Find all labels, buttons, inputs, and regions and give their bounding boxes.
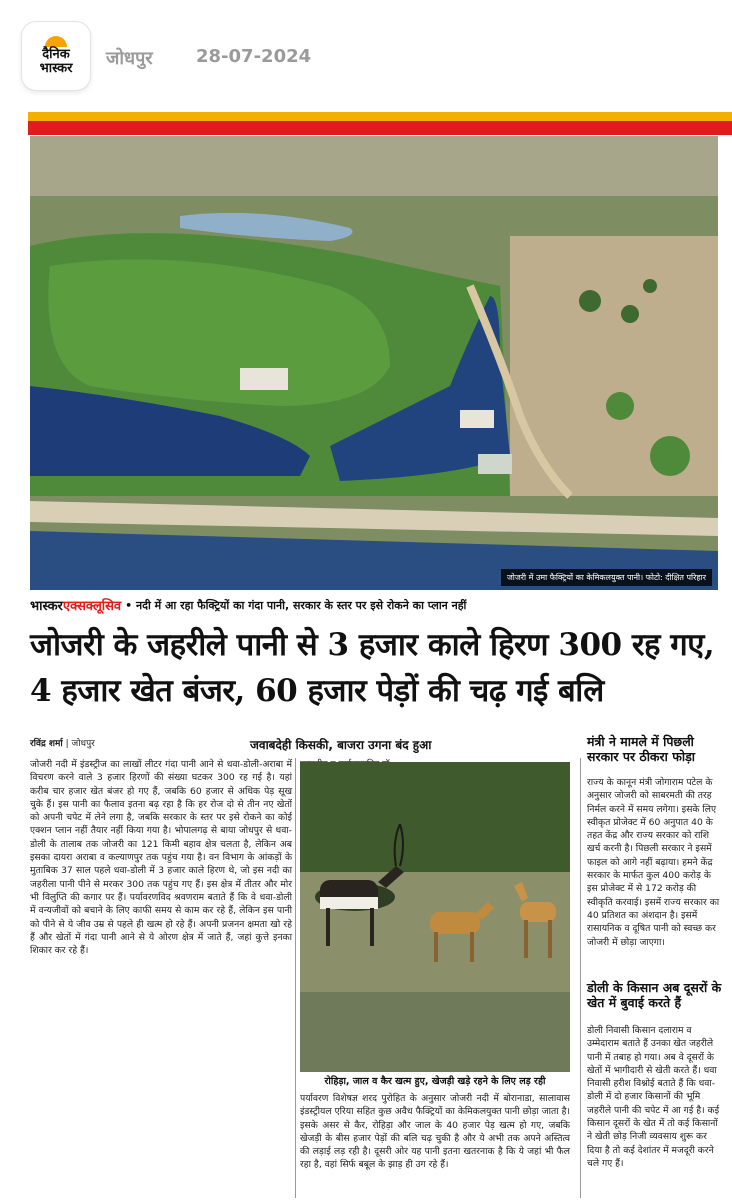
app-header (0, 0, 732, 112)
story-strap (30, 594, 718, 616)
column-divider (295, 758, 296, 1198)
deer-photo-caption: रोहिड़ा, जाल व कैर खत्म हुए, खेजड़ी खड़े रहने के लिए लड़ रही (324, 1076, 546, 1087)
column-1-text: जोजरी नदी में इंडस्ट्रीज का लाखों लीटर गंदा पानी आने से धवा-डोली-अराबा में विचरण करने वाले 3 हजार हिरणों की संख्या घटकर 300 रह गई है। यहां करीब चार हजार खेत बंजर हो गए हैं, जबकि 60 हजार से अधिक पेड़ सूख चुके हैं। इस पानी का फैलाव इतना बढ़ रहा है कि हर रोज दो से तीन नए खेतों को अपनी चपेट में लेने लगा है, जबकि सरकार के स्तर पर इसे रोकने का कोई एक्शन प्लान नहीं तैयार नहीं किया गया है। भोपालगढ़ से बाया जोधपुर से धवा-डोली के तालाब तक जोजरी का 121 किमी बहाव क्षेत्र चलता है, लेकिन अब इसका दायरा अराबा व कल्याणपुर तक पहुंच गया है। वन विभाग के आंकड़ों के मुताबिक 37 साल पहले धवा-डोली में 3 हजार काले हिरण थे, जो इस नदी का जहरीला पानी पीने से मरकर 300 तक पहुंच गए हैं। इस क्षेत्र में तीतर और मोर भी विलुप्ति की कगार पर हैं। पर्यावरणविद श्रवणराम बताते हैं कि वे धवा-डोली में वन्यजीवों को बचाने के लिए काफी समय से काम कर रहे हैं, लेकिन इस पानी को पीने से ये जीव उम्र से पहले ही खत्म हो रहे हैं। अपनी प्रजनन क्षमता खो रहे हैं और खेतों में गंदा पानी आने से ये ओरण क्षेत्र में जाते हैं, जहां कुत्ते इनका शिकार कर रहे हैं। (30, 759, 292, 957)
sun-icon (45, 36, 67, 47)
logo-line-1: दैनिक (42, 47, 70, 62)
edition-city[interactable]: जोधपुर (106, 48, 153, 69)
byline-place: | जोधपुर (62, 739, 95, 749)
minister-subheading: मंत्री ने मामले में पिछली सरकार पर ठीकरा फोड़ा (587, 734, 696, 764)
strap-brand: भास्कर (30, 599, 63, 614)
column-divider-right (580, 758, 581, 1198)
edition-date[interactable]: 28-07-2024 (196, 46, 312, 67)
brand-band-yellow (28, 112, 732, 121)
aerial-river-photo (30, 136, 718, 590)
minister-paragraph: राज्य के कानून मंत्री जोगाराम पटेल के अनुसार जोजरी को साबरमती की तरह निर्मल करने में समय लगेगा। इसके लिए स्वीकृत प्रोजेक्ट में 60 अनुपात 40 के तहत केंद्र और राज्य सरकार को राशि खर्च करनी है। पिछली सरकार ने इसमें फाइल को आगे नहीं बढ़ाया। हमने केंद्र सरकार के मार्फत कुल 400 करोड़ के इस प्रोजेक्ट में से 172 करोड़ की स्वीकृति करवाई। इसमें राज्य सरकार का 40 प्रतिशत का अंशदान है। इसमें रासायनिक व दूषित पानी को स्वच्छ कर जोजरी में छोड़ा जाएगा। (587, 777, 720, 948)
logo-line-2: भास्कर (39, 61, 73, 76)
byline (30, 736, 95, 749)
dainik-bhaskar-logo[interactable] (22, 22, 90, 90)
aerial-photo-illustration (30, 136, 718, 590)
farmers-subheading: डोली के किसान अब दूसरों के खेत में बुवाई करते हैं (587, 980, 722, 1010)
main-headline: जोजरी के जहरीले पानी से 3 हजार काले हिरण 300 रह गए, 4 हजार खेत बंजर, 60 हजार पेड़ों की चढ़ गई बलि (30, 627, 715, 709)
farmers-paragraph: डोली निवासी किसान दलाराम व उम्मेदाराम बताते हैं उनका खेत जहरीले पानी में तबाह हो गया। अब वे दूसरों के खेतों में भागीदारी से खेती करते हैं। धवा निवासी हरीश विश्नोई बताते हैं कि धवा-डोली में दो हजार किसानों की भूमि जहरीले पानी की चपेट में आ गई है। कई किसान दूसरों के खेत में तो कई किसानों ने खेती छोड़ निजी व्यवसाय शुरू कर दिया है तो कई देशांतर में मजदूरी करने चले गए हैं। (587, 1025, 720, 1169)
column-3-text: पर्यावरण विशेषज्ञ शरद पुरोहित के अनुसार जोजरी नदी में बोरानाडा, सालावास इंडस्ट्रीयल एरिया सहित कुछ अवैध फैक्ट्रियों का केमिकलयुक्त पानी छोड़ा जाता है। इसके असर से कैर, रोहिड़ा और जाल के 40 हजार पेड़ खत्म हो गए, जबकि खेजड़ी के बीस हजार पेड़ों की बलि चढ़ चुकी है और ये अभी तक अपने अस्तित्व की लड़ाई लड़ रही है। दूसरी ओर यह पानी इतना खतरनाक है कि ये जहां भी फैल रहा है, वहां सिर्फ बबूल के झाड़ ही उग रहे हैं। (300, 1093, 570, 1171)
strap-text: • नदी में आ रहा फैक्ट्रियों का गंदा पानी, सरकार के स्तर पर इसे रोकने का प्लान नहीं (125, 598, 467, 612)
blackbuck-illustration (300, 762, 570, 1072)
brand-band-red (28, 121, 732, 135)
article-column-1 (30, 758, 292, 957)
photo-caption: जोजरी में उमा फैक्ट्रियों का केमिकलयुक्त पानी। फोटो: दीक्षित परिहार (501, 569, 712, 586)
middle-column-heading: जवाबदेही किसकी, बाजरा उगना बंद हुआ (250, 738, 432, 752)
strap-exclusive-label: एक्सक्लूसिव (62, 599, 122, 614)
blackbuck-photo (300, 762, 570, 1072)
article-column-3 (300, 1092, 570, 1172)
author-name: रविंद्र शर्मा (30, 739, 63, 749)
